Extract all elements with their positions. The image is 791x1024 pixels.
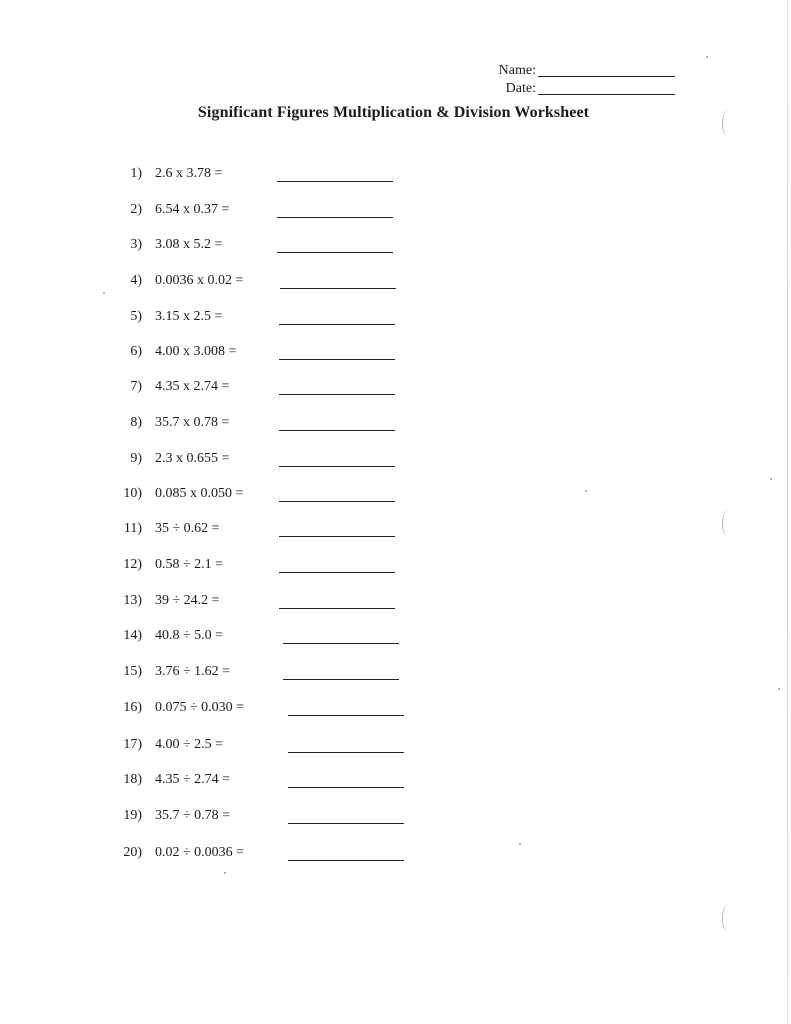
- problem-number: 12): [123, 557, 142, 572]
- answer-blank[interactable]: [279, 608, 395, 609]
- answer-blank[interactable]: [279, 430, 395, 431]
- problem-expression: 35 ÷ 0.62 =: [155, 521, 220, 536]
- answer-blank[interactable]: [288, 860, 404, 861]
- problem-expression: 3.76 ÷ 1.62 =: [155, 664, 231, 679]
- problem-expression: 0.58 ÷ 2.1 =: [155, 557, 224, 572]
- problem-number: 18): [123, 772, 142, 787]
- problem-expression: 6.54 x 0.37 =: [155, 202, 230, 217]
- problem-expression: 4.00 x 3.008 =: [155, 344, 237, 359]
- problem-expression: 35.7 ÷ 0.78 =: [155, 808, 231, 823]
- answer-blank[interactable]: [280, 288, 396, 289]
- problem-number: 4): [130, 273, 142, 288]
- problem-number: 9): [130, 451, 142, 466]
- problem-expression: 0.02 ÷ 0.0036 =: [155, 845, 245, 860]
- answer-blank[interactable]: [288, 823, 404, 824]
- answer-blank[interactable]: [279, 466, 395, 467]
- problem-expression: 3.15 x 2.5 =: [155, 309, 223, 324]
- worksheet-title-text: Significant Figures Multiplication & Division Worksheet: [197, 104, 590, 121]
- problem-expression: 4.35 ÷ 2.74 =: [155, 772, 231, 787]
- problem-number: 10): [123, 486, 142, 501]
- problem-expression: 0.085 x 0.050 =: [155, 486, 244, 501]
- answer-blank[interactable]: [279, 359, 395, 360]
- problem-expression: 2.3 x 0.655 =: [155, 451, 230, 466]
- problem-number: 11): [123, 521, 142, 536]
- answer-blank[interactable]: [279, 501, 395, 502]
- problem-number: 17): [123, 737, 142, 752]
- problem-number: 7): [130, 379, 142, 394]
- problem-number: 1): [130, 166, 142, 181]
- date-label: Date:: [505, 81, 536, 96]
- answer-blank[interactable]: [279, 324, 395, 325]
- problem-number: 19): [123, 808, 142, 823]
- answer-blank[interactable]: [288, 787, 404, 788]
- problem-number: 16): [123, 700, 142, 715]
- problem-number: 5): [130, 309, 142, 324]
- problem-number: 2): [130, 202, 142, 217]
- answer-blank[interactable]: [279, 394, 395, 395]
- answer-blank[interactable]: [283, 643, 399, 644]
- answer-blank[interactable]: [283, 679, 399, 680]
- answer-blank[interactable]: [288, 715, 404, 716]
- answer-blank[interactable]: [277, 217, 393, 218]
- problem-number: 15): [123, 664, 142, 679]
- problem-number: 20): [123, 845, 142, 860]
- problem-expression: 2.6 x 3.78 =: [155, 166, 223, 181]
- problem-expression: 4.35 x 2.74 =: [155, 379, 230, 394]
- answer-blank[interactable]: [277, 181, 393, 182]
- problem-expression: 0.0036 x 0.02 =: [155, 273, 244, 288]
- problem-expression: 39 ÷ 24.2 =: [155, 593, 220, 608]
- problem-expression: 0.075 ÷ 0.030 =: [155, 700, 245, 715]
- answer-blank[interactable]: [279, 536, 395, 537]
- name-label: Name:: [498, 63, 536, 78]
- problem-number: 8): [130, 415, 142, 430]
- problem-expression: 40.8 ÷ 5.0 =: [155, 628, 224, 643]
- answer-blank[interactable]: [279, 572, 395, 573]
- problem-expression: 3.08 x 5.2 =: [155, 237, 223, 252]
- answer-blank[interactable]: [277, 252, 393, 253]
- problem-number: 6): [130, 344, 142, 359]
- problem-expression: 35.7 x 0.78 =: [155, 415, 230, 430]
- problem-expression: 4.00 ÷ 2.5 =: [155, 737, 224, 752]
- problem-number: 13): [123, 593, 142, 608]
- problem-number: 3): [130, 237, 142, 252]
- problem-number: 14): [123, 628, 142, 643]
- answer-blank[interactable]: [288, 752, 404, 753]
